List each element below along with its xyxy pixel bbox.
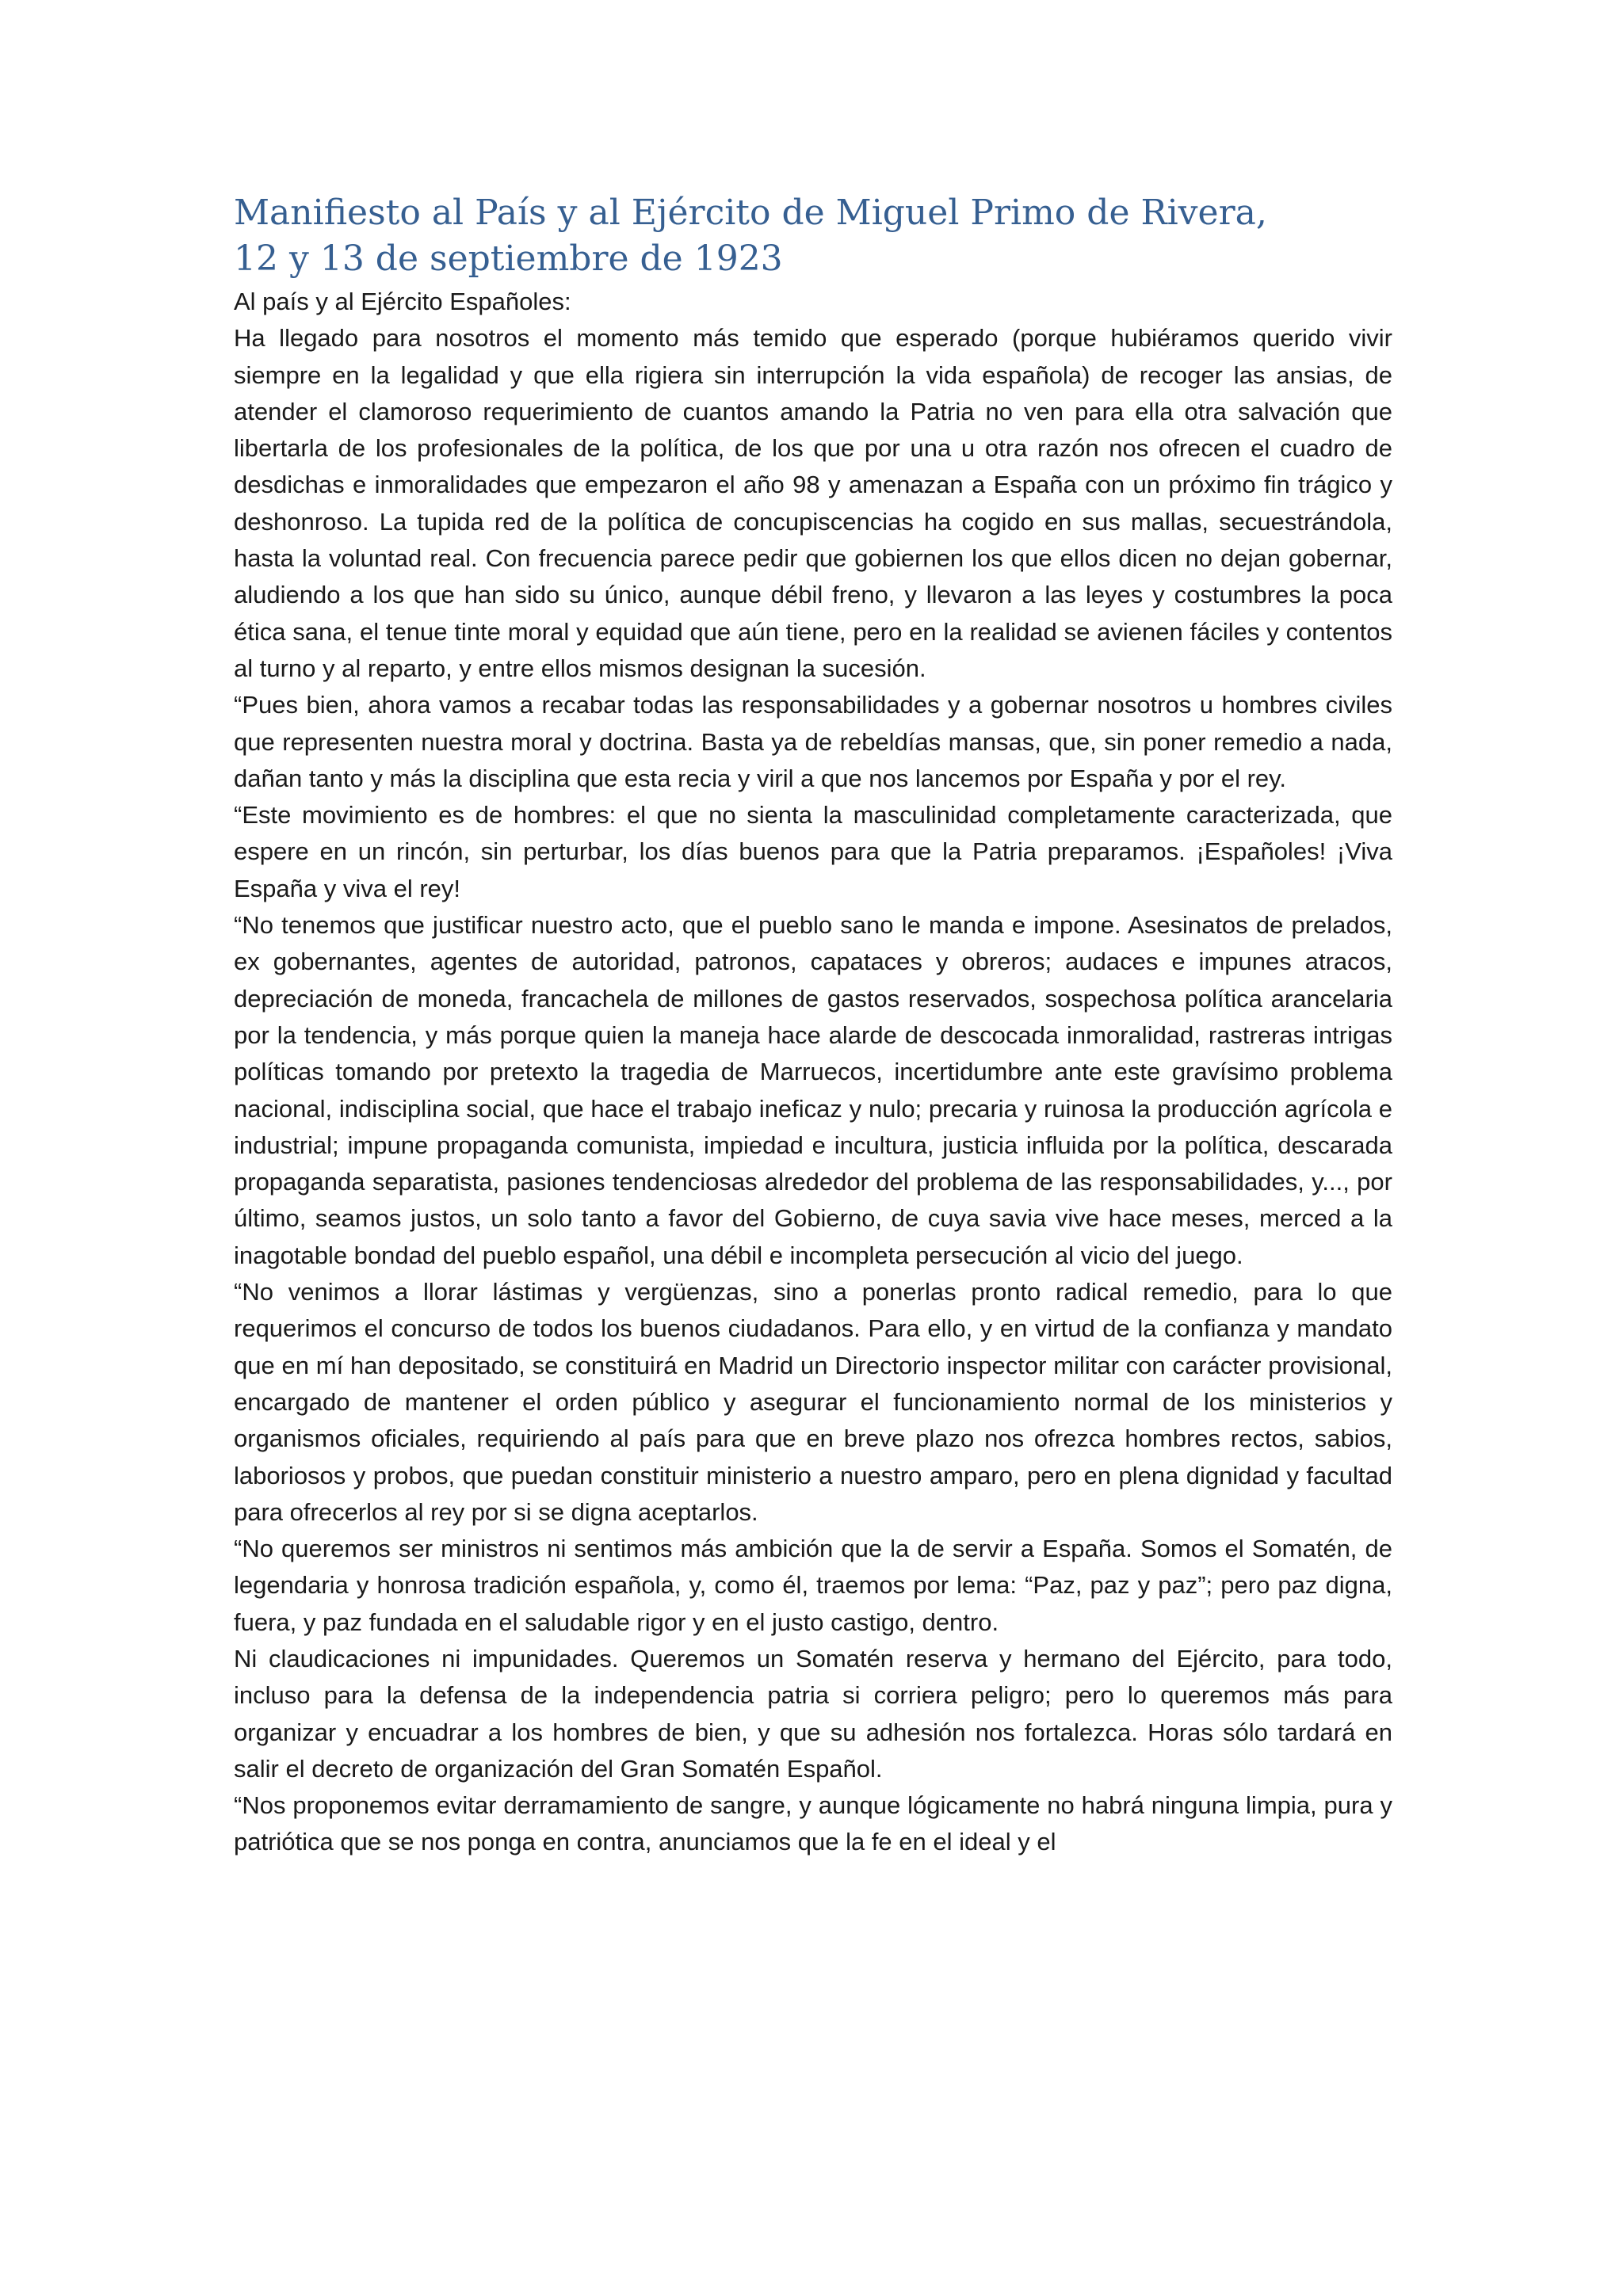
paragraph-4: “No tenemos que justificar nuestro acto, que el pueblo sano le manda e impone. Asesinatos de prelados, ex gobernantes, agentes de autoridad, patronos, capataces y obreros; audaces e impunes atracos, depreciación de moneda, francachela de millones de gastos reservados, sospechosa política arancelaria por la tendencia, y más porque quien la maneja hace alarde de descocada inmoralidad, rastreras intrigas políticas tomando por pretexto la tragedia de Marruecos, incertidumbre ante este gravísimo problema nacional, indisciplina social, que hace el trabajo ineficaz y nulo; precaria y ruinosa la producción agrícola e industrial; impune propaganda comunista, impiedad e incultura, justicia influida por la política, descarada propaganda separatista, pasiones tendenciosas alrededor del problema de las responsabilidades, y..., por último, seamos justos, un solo tanto a favor del Gobierno, de cuya savia vive hace meses, merced a la inagotable bondad del pueblo español, una débil e incompleta persecución al vicio del juego. <box>234 911 1392 1269</box>
title-line-1: Manifiesto al País y al Ejército de Miguel Primo de Rivera, <box>234 193 1267 233</box>
document-page <box>234 190 1392 1861</box>
paragraph-2: “Pues bien, ahora vamos a recabar todas las responsabilidades y a gobernar nosotros u hombres civiles que representen nuestra moral y doctrina. Basta ya de rebeldías mansas, que, sin poner remedio a nada, dañan tanto y más la disciplina que esta recia y viril a que nos lancemos por España y por el rey. <box>234 691 1392 792</box>
paragraph-3: “Este movimiento es de hombres: el que no sienta la masculinidad completamente caracterizada, que espere en un rincón, sin perturbar, los días buenos para que la Patria preparamos. ¡Españoles! ¡Viva España y viva el rey! <box>234 801 1392 902</box>
paragraph-7: Ni claudicaciones ni impunidades. Queremos un Somatén reserva y hermano del Ejército, para todo, incluso para la defensa de la independencia patria si corriera peligro; pero lo queremos más para organizar y encuadrar a los hombres de bien, y que su adhesión nos fortalezca. Horas sólo tardará en salir el decreto de organización del Gran Somatén Español. <box>234 1644 1392 1783</box>
paragraph-6: “No queremos ser ministros ni sentimos más ambición que la de servir a España. Somos el Somatén, de legendaria y honrosa tradición española, y, como él, traemos por lema: “Paz, paz y paz”; pero paz digna, fuera, y paz fundada en el saludable rigor y en el justo castigo, dentro. <box>234 1535 1392 1636</box>
title-line-2: 12 y 13 de septiembre de 1923 <box>234 238 783 279</box>
paragraph-5: “No venimos a llorar lástimas y vergüenzas, sino a ponerlas pronto radical remedio, para lo que requerimos el concurso de todos los buenos ciudadanos. Para ello, y en virtud de la confianza y mandato que en mí han depositado, se constituirá en Madrid un Directorio inspector militar con carácter provisional, encargado de mantener el orden público y asegurar el funcionamiento normal de los ministerios y organismos oficiales, requiriendo al país para que en breve plazo nos ofrezca hombres rectos, sabios, laboriosos y probos, que puedan constituir ministerio a nuestro amparo, pero en plena dignidad y facultad para ofrecerlos al rey por si se digna aceptarlos. <box>234 1278 1392 1526</box>
document-title <box>234 190 1392 282</box>
salutation: Al país y al Ejército Españoles: <box>234 288 571 315</box>
paragraph-1: Ha llegado para nosotros el momento más temido que esperado (porque hubiéramos querido vivir siempre en la legalidad y que ella rigiera sin interrupción la vida española) de recoger las ansias, de atender el clamoroso requerimiento de cuantos amando la Patria no ven para ella otra salvación que libertarla de los profesionales de la política, de los que por una u otra razón nos ofrecen el cuadro de desdichas e inmoralidades que empezaron el año 98 y amenazan a España con un próximo fin trágico y deshonroso. La tupida red de la política de concupiscencias ha cogido en sus mallas, secuestrándola, hasta la voluntad real. Con frecuencia parece pedir que gobiernen los que ellos dicen no dejan gobernar, aludiendo a los que han sido su único, aunque débil freno, y llevaron a las leyes y costumbres la poca ética sana, el tenue tinte moral y equidad que aún tiene, pero en la realidad se avienen fáciles y contentos al turno y al reparto, y entre ellos mismos designan la sucesión. <box>234 324 1392 682</box>
document-body <box>234 284 1392 1861</box>
paragraph-8: “Nos proponemos evitar derramamiento de sangre, y aunque lógicamente no habrá ninguna limpia, pura y patriótica que se nos ponga en contra, anunciamos que la fe en el ideal y el <box>234 1791 1392 1856</box>
